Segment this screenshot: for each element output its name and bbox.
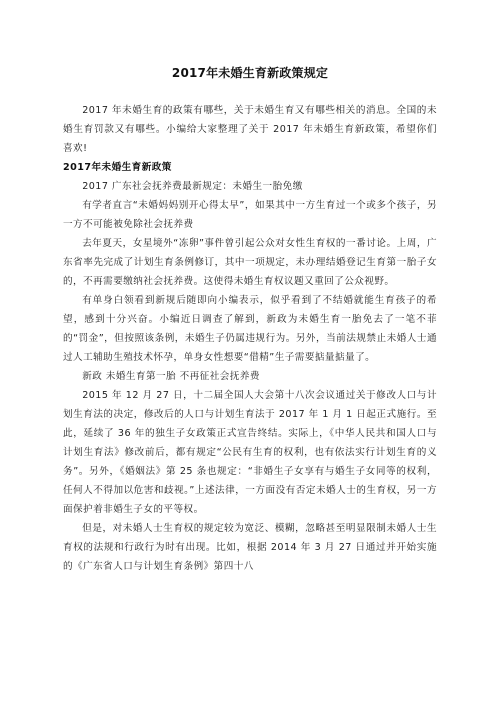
body-paragraph: 有学者直言“未婚妈妈别开心得太早”，如果其中一方生育过一个或多个孩子，另一方不可能被免除社会抚养费 xyxy=(63,200,437,230)
body-paragraph: 2015 年 12 月 27 日，十二届全国人大会第十八次会议通过关于修改人口与计划生育法的决定，修改后的人口与计划生育法于 2017 年 1 月 1 日起正式施行。至此，延续了 36 年的独生子女政策正式宣告终结。实际上，《中华人民共和国人口与计划生育法》修改前后，都有规定“公民有生育的权利，也有依法实行计划生育的义务”。另外，《婚姻法》第 25 条也规定：“非婚生子女享有与婚生子女同等的权利，任何人不得加以危害和歧视。”上述法律，一方面没有否定未婚人士的生育权，另一方面保护着非婚生子女的平等权。 xyxy=(63,390,437,515)
body-paragraph: 去年夏天，女星境外“冻卵”事件曾引起公众对女性生育权的一番讨论。上周，广东省率先完成了计划生育条例修订，其中一项规定，未办理结婚登记生育第一胎子女的，不再需要缴纳社会抚养费。这使得未婚生育权议题又重回了公众视野。 xyxy=(63,238,437,287)
body-paragraph: 有单身白领看到新规后随即向小编表示，似乎看到了不结婚就能生育孩子的希望，感到十分兴奋。小编近日调查了解到，新政为未婚生育一胎免去了一笔不菲的“罚金”，但按照该条例，未婚生子仍属违规行为。另外，当前法规禁止未婚人士通过人工辅助生殖技术怀孕，单身女性想要“借精”生子需要掂量掂量了。 xyxy=(63,295,437,363)
body-paragraph: 但是，对未婚人士生育权的规定较为宽泛、模糊，忽略甚至明显限制未婚人士生育权的法规和行政行为时有出现。比如，根据 2014 年 3 月 27 日通过并开始实施的《广东省人口与计划生育条例》第四十八 xyxy=(63,523,437,572)
body-paragraph: 新政 未婚生育第一胎 不再征社会抚养费 xyxy=(82,371,260,382)
intro-paragraph: 2017 年未婚生育的政策有哪些，关于未婚生育又有哪些相关的消息。全国的未婚生育罚款又有哪些。小编给大家整理了关于 2017 年未婚生育新政策，希望你们喜欢! xyxy=(63,105,437,154)
section-heading: 2017年未婚生育新政策 xyxy=(63,162,172,173)
body-paragraph: 2017 广东社会抚养费最新规定：未婚生一胎免缴 xyxy=(82,181,303,192)
document-title: 2017年未婚生育新政策规定 xyxy=(171,66,329,80)
